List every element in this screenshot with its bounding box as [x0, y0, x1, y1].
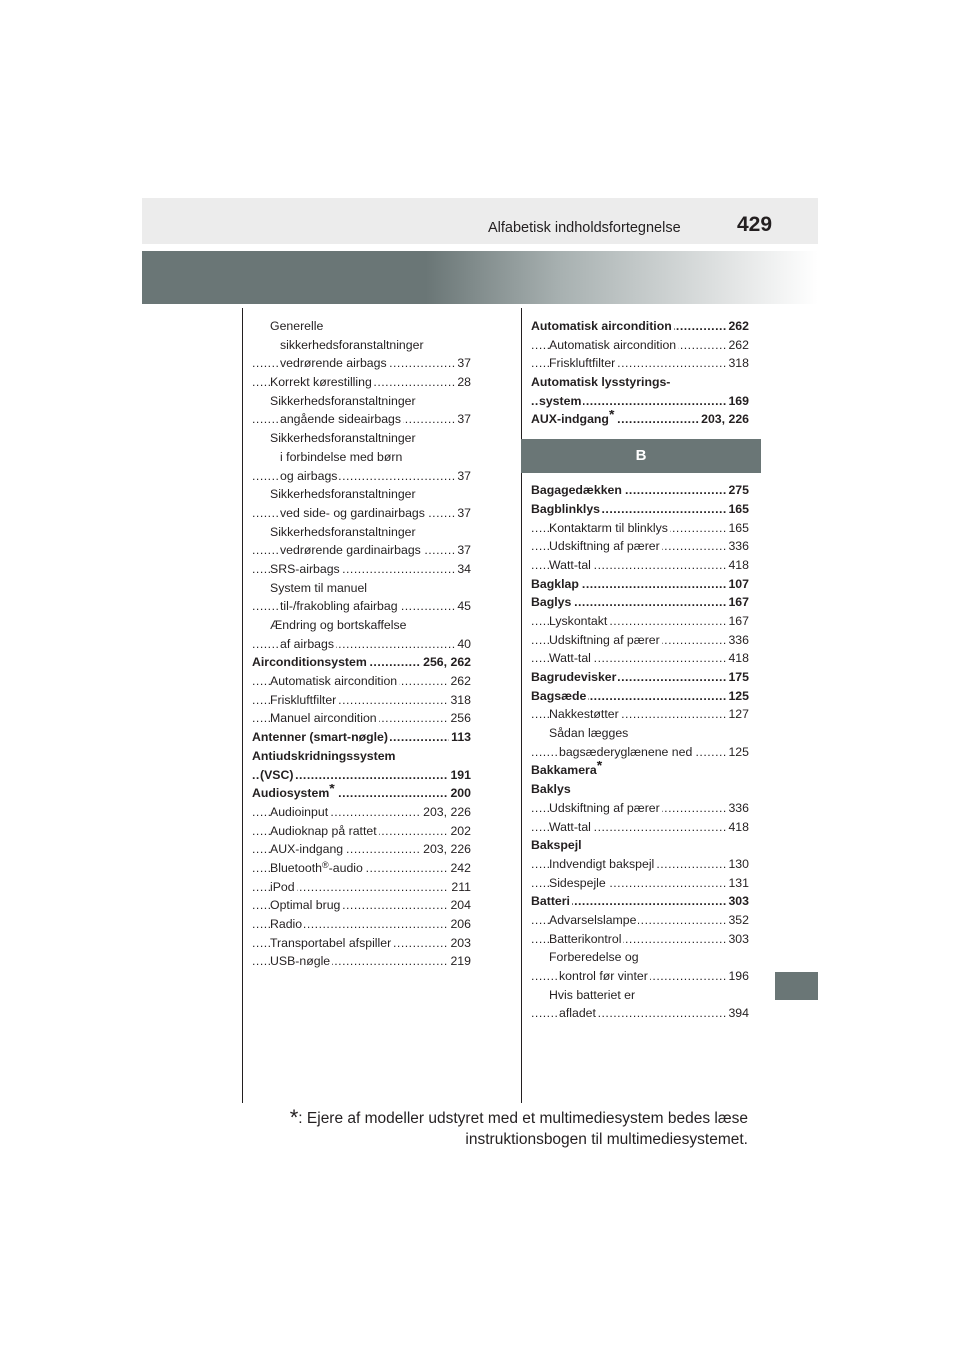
index-entry-page: 167	[726, 593, 749, 612]
index-entry-text: af airbags	[280, 636, 335, 651]
index-entry-page: 394	[726, 1004, 749, 1023]
index-entry-text: ved side- og gardinairbags	[280, 505, 425, 520]
header-band	[142, 198, 818, 244]
index-entry-text: vedrørende airbags	[280, 356, 387, 371]
index-entry-page: 318	[726, 354, 749, 373]
index-entry-page: 37	[455, 410, 471, 429]
index-entry	[252, 934, 471, 953]
index-entry-page: 165	[726, 519, 749, 538]
footnote-line-2: instruktionsbogen til multimediesystemet.	[465, 1131, 748, 1148]
index-entry	[531, 575, 749, 594]
index-entry	[252, 878, 471, 897]
index-entry	[252, 410, 471, 429]
index-entry	[252, 317, 471, 336]
index-entry	[252, 429, 471, 448]
index-entry-text: til-/frakobling afairbag	[280, 599, 398, 614]
index-entry	[252, 691, 471, 710]
index-entry	[252, 392, 471, 411]
index-entry	[531, 392, 749, 411]
index-entry	[252, 635, 471, 654]
index-entry-text: Indvendigt bakspejl	[549, 856, 655, 871]
index-entry-page: 336	[726, 799, 749, 818]
index-entry	[252, 915, 471, 934]
index-entry-page: 127	[726, 705, 749, 724]
index-entry-page: 196	[726, 967, 749, 986]
index-entry-text: Antiudskridningssystem	[252, 748, 396, 763]
index-group-a	[531, 317, 749, 429]
index-entry-page: 28	[455, 373, 471, 392]
index-entry	[531, 354, 749, 373]
index-entry	[531, 668, 749, 687]
index-group-b	[531, 481, 749, 1023]
index-entry-page: 125	[726, 743, 749, 762]
index-entry-page: 418	[726, 818, 749, 837]
index-entry-page: 167	[726, 612, 749, 631]
index-entry-page: 169	[726, 392, 749, 411]
index-entry-text: Antenner (smart-nøgle)	[252, 730, 388, 745]
index-entry-page: 45	[455, 597, 471, 616]
index-entry	[531, 799, 749, 818]
index-entry	[531, 761, 749, 780]
index-entry	[252, 747, 471, 766]
index-entry-text: Bluetooth®-audio	[270, 859, 363, 875]
index-entry	[252, 448, 471, 467]
index-entry-text: Automatisk lysstyrings-	[531, 375, 671, 390]
index-entry	[531, 336, 749, 355]
index-entry-page: 204	[448, 896, 471, 915]
index-entry-text: Sådan lægges	[549, 726, 629, 741]
index-entry-page: 175	[726, 668, 749, 687]
index-entry-text: Bakkamera*	[531, 761, 603, 778]
index-entry	[252, 579, 471, 598]
index-entry	[531, 705, 749, 724]
index-entry	[252, 354, 471, 373]
index-entry	[531, 373, 749, 392]
index-entry-text: AUX-indgang	[270, 842, 344, 857]
index-entry	[252, 485, 471, 504]
index-entry-text: Bagklap	[531, 576, 579, 591]
index-entry-text: Automatisk aircondition	[549, 337, 677, 352]
chapter-thumb-tab	[775, 972, 818, 1000]
index-entry	[531, 874, 749, 893]
index-entry	[531, 317, 749, 336]
index-entry-page: 165	[726, 500, 749, 519]
index-entry-text: Lyskontakt	[549, 613, 608, 628]
index-entry-page: 113	[449, 728, 471, 747]
index-entry-page: 37	[455, 354, 471, 373]
index-entry-text: Optimal brug	[270, 898, 341, 913]
index-entry-text: SRS-airbags	[270, 561, 340, 576]
index-entry	[531, 537, 749, 556]
index-entry-page: 203	[448, 934, 471, 953]
index-entry-text: afladet	[559, 1006, 596, 1021]
index-entry-page: 191	[448, 766, 471, 785]
index-entry-text: Batterikontrol	[549, 931, 622, 946]
index-entry	[252, 728, 471, 747]
index-entry	[531, 481, 749, 500]
index-entry	[531, 911, 749, 930]
index-entry-page: 219	[448, 952, 471, 971]
index-entry	[252, 896, 471, 915]
index-entry-page: 418	[726, 649, 749, 668]
index-entry	[252, 859, 471, 878]
index-entry-text: Radio	[270, 917, 303, 931]
index-entry	[531, 986, 749, 1005]
index-entry-text: Udskiftning af pærer	[549, 632, 660, 647]
index-entry-text: Generelle	[270, 319, 324, 333]
index-entry-page: 211	[449, 878, 471, 897]
index-entry	[531, 687, 749, 706]
index-entry-text: Baklys	[531, 782, 571, 797]
index-entry-text: Friskluftfilter	[270, 692, 337, 707]
index-entry-page: 303	[726, 892, 749, 911]
index-entry-text: (VSC)	[260, 767, 294, 782]
index-column-1	[252, 317, 471, 971]
index-entry-text: i forbindelse med børn	[280, 449, 403, 464]
header-gradient-bar	[142, 251, 818, 304]
index-entry	[252, 822, 471, 841]
index-entry-page: 303	[726, 930, 749, 949]
index-entry	[252, 653, 471, 672]
index-entry-page: 203, 226	[699, 410, 749, 429]
index-entry	[531, 612, 749, 631]
index-entry-text: Automatisk aircondition	[270, 674, 398, 689]
index-entry-text: Bagagedækken	[531, 483, 622, 498]
index-entry-page: 262	[726, 317, 749, 336]
column-rule-left	[242, 308, 243, 1103]
index-entry-page: 336	[726, 537, 749, 556]
index-entry	[252, 840, 471, 859]
index-entry-page: 262	[726, 336, 749, 355]
footnote-text-1: : Ejere af modeller udstyret med et multimediesystem bedes læse	[298, 1110, 748, 1127]
index-entry-text: Sikkerhedsforanstaltninger	[270, 393, 416, 408]
index-entry-page: 131	[726, 874, 749, 893]
index-entry-page: 203, 226	[421, 803, 471, 822]
index-column-2	[531, 317, 749, 1023]
index-entry	[252, 597, 471, 616]
index-entry-text: Watt-tal	[549, 819, 591, 834]
index-entry-page: 418	[726, 556, 749, 575]
footnote-line-1	[290, 1107, 748, 1129]
index-entry-text: System til manuel	[270, 580, 368, 595]
index-entry-text: sikkerhedsforanstaltninger	[280, 337, 424, 352]
index-entry-text: Airconditionsystem	[252, 655, 367, 670]
index-entry	[531, 519, 749, 538]
page-number: 429	[737, 213, 773, 236]
index-entry	[531, 649, 749, 668]
index-entry-text: Watt-tal	[549, 557, 591, 572]
index-entry-text: Audioknap på rattet	[270, 823, 377, 838]
index-entry-text: Bagrudevisker	[531, 670, 617, 684]
index-entry-text: Advarselslampe	[549, 912, 637, 927]
index-entry	[252, 560, 471, 579]
index-entry-text: kontrol før vinter	[559, 969, 648, 983]
index-entry-text: Bagsæde	[531, 688, 587, 703]
index-entry	[252, 541, 471, 560]
index-entry-page: 275	[726, 481, 749, 500]
index-entry-text: Transportabel afspiller	[270, 935, 392, 950]
index-entry-page: 37	[455, 504, 471, 523]
index-entry-text: Bakspejl	[531, 838, 582, 853]
index-entry-text: Batteri	[531, 894, 570, 909]
index-entry-text: Sidespejle	[549, 875, 606, 890]
index-entry-text: Forberedelse og	[549, 950, 639, 965]
index-entry-page: 37	[455, 467, 471, 486]
index-entry-page: 242	[448, 859, 471, 878]
index-entry-text: Sikkerhedsforanstaltninger	[270, 524, 416, 539]
index-entry-text: Kontaktarm til blinklys	[549, 520, 668, 535]
index-entry-page: 125	[726, 687, 749, 706]
index-entry	[252, 766, 471, 785]
index-entry-text: angående sideairbags	[280, 412, 402, 427]
index-entry-page: 256	[448, 709, 471, 728]
index-entry-text: Udskiftning af pærer	[549, 539, 660, 554]
index-entry	[531, 1004, 749, 1023]
page-title: Alfabetisk indholdsfortegnelse	[488, 220, 681, 236]
index-entry-text: og airbags	[280, 468, 338, 483]
index-entry	[252, 373, 471, 392]
index-entry-text: AUX-indgang*	[531, 410, 615, 427]
index-entry	[531, 855, 749, 874]
index-entry-page: 107	[726, 575, 749, 594]
index-entry	[252, 616, 471, 635]
index-entry-text: Audiosystem*	[252, 784, 335, 801]
index-entry-page: 130	[726, 855, 749, 874]
index-entry-page: 256, 262	[421, 653, 471, 672]
index-entry-text: vedrørende gardinairbags	[280, 543, 421, 558]
index-entry-page: 262	[448, 672, 471, 691]
index-entry-text: Audioinput	[270, 804, 329, 819]
index-entry	[531, 593, 749, 612]
footnote-marker: *	[289, 1105, 299, 1130]
index-entry-text: Udskiftning af pærer	[549, 800, 660, 815]
index-entry-page: 34	[455, 560, 471, 579]
index-entry	[252, 952, 471, 971]
index-entry-page: 40	[455, 635, 471, 654]
index-entry	[531, 836, 749, 855]
index-entry-text: Hvis batteriet er	[549, 987, 636, 1002]
index-entry-text: USB-nøgle	[270, 954, 331, 969]
index-entry-text: Nakkestøtter	[549, 707, 619, 722]
index-entry-page: 200	[448, 784, 471, 803]
index-entry-text: Baglys	[531, 595, 572, 610]
index-entry	[252, 336, 471, 355]
index-entry	[252, 784, 471, 803]
index-entry	[252, 672, 471, 691]
index-entry-text: bagsæderyglænene ned	[559, 744, 693, 759]
footnote	[290, 1107, 748, 1150]
index-entry-page: 318	[448, 691, 471, 710]
index-entry	[252, 803, 471, 822]
index-entry	[531, 780, 749, 799]
index-entry-text: Friskluftfilter	[549, 356, 616, 371]
index-entry-page: 336	[726, 631, 749, 650]
index-entry	[531, 556, 749, 575]
index-entry	[531, 818, 749, 837]
index-entry-text: Sikkerhedsforanstaltninger	[270, 487, 416, 502]
index-entry	[252, 523, 471, 542]
index-entry-text: Automatisk aircondition	[531, 319, 672, 333]
index-entry	[531, 410, 749, 429]
index-entry	[531, 631, 749, 650]
index-entry	[252, 504, 471, 523]
index-entry	[531, 948, 749, 967]
index-entry-page: 206	[448, 915, 471, 934]
index-entry-text: Manuel aircondition	[270, 711, 377, 726]
index-entry-text: Sikkerhedsforanstaltninger	[270, 431, 416, 446]
index-entry	[531, 724, 749, 743]
index-entry-text: system	[539, 393, 582, 408]
index-entry	[252, 467, 471, 486]
index-entry-text: Bagblinklys	[531, 501, 601, 516]
index-entry-text: iPod	[270, 879, 295, 894]
index-entry	[531, 930, 749, 949]
index-entry	[531, 892, 749, 911]
index-entry-text: Watt-tal	[549, 651, 591, 666]
index-entry-page: 203, 226	[421, 840, 471, 859]
section-letter-b: B	[521, 439, 761, 473]
index-entry	[252, 709, 471, 728]
index-entry-page: 37	[455, 541, 471, 560]
index-entry	[531, 500, 749, 519]
index-entry-text: Ændring og bortskaffelse	[270, 618, 407, 632]
column-rule-middle	[521, 308, 522, 1103]
index-entry-page: 202	[448, 822, 471, 841]
index-entry-page: 352	[726, 911, 749, 930]
index-entry	[531, 967, 749, 986]
index-entry-text: Korrekt kørestilling	[270, 375, 372, 390]
index-entry	[531, 743, 749, 762]
